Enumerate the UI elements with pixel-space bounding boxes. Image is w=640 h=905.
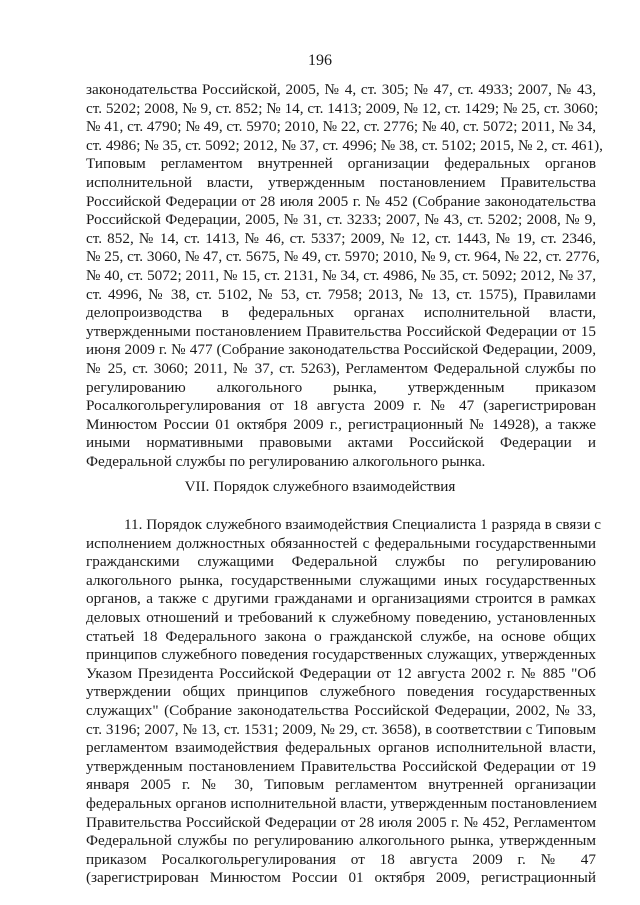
text-line: № 41, ст. 4790; № 49, ст. 5970; 2010, № 22, ст. 2776; № 40, ст. 5072; 2011, № 34, (86, 118, 596, 136)
text-line: служащих" (Собрание законодательства Российской Федерации, 2002, № 33, (86, 701, 596, 719)
text-line: статьей 18 Федерального закона о гражданской службе, на основе общих (86, 627, 596, 645)
text-line: деловых отношений и требований к служебному поведению, установленных (86, 608, 596, 626)
text-line: Федеральной службы по регулированию алкогольного рынка. (86, 452, 486, 470)
text-line: ст. 4996, № 38, ст. 5102, № 53, ст. 7958; 2013, № 13, ст. 1575), Правилами (86, 285, 596, 303)
text-line: ст. 852, № 14, ст. 1413, № 46, ст. 5337; 2009, № 12, ст. 1443, № 19, ст. 2346, (86, 229, 596, 247)
text-line: органов, а также с другими гражданами и организациями строится в рамках (86, 590, 596, 608)
text-line: Минюстом России 01 октября 2009 г., регистрационный № 14928), а также (86, 415, 596, 433)
text-line: иными нормативными правовыми актами Российской Федерации и (86, 434, 596, 452)
text-line: приказом Росалкогольрегулирования от 18 августа 2009 г. № 47 (86, 850, 596, 868)
paragraph-11 (86, 516, 601, 888)
page-number: 196 (308, 52, 332, 69)
text-line: утвержденными постановлением Правительства Российской Федерации от 15 (86, 322, 596, 340)
paragraph-continuation (86, 81, 603, 471)
text-line: федеральных органов исполнительной власти, утвержденным постановлением (86, 794, 598, 812)
text-line: (зарегистрирован Минюстом России 01 октября 2009, регистрационный (86, 869, 596, 887)
text-line: исполнением должностных обязанностей с федеральными государственными (86, 534, 596, 552)
text-line: Росалкогольрегулирования от 18 августа 2009 г. № 47 (зарегистрирован (86, 397, 596, 415)
text-line: Указом Президента Российской Федерации от 12 августа 2002 г. № 885 "Об (86, 664, 596, 682)
text-line: № 40, ст. 5072; 2011, № 15, ст. 2131, № 34, ст. 4986, № 35, ст. 5092; 2012, № 37, (86, 266, 596, 284)
text-line: регламентом взаимодействия федеральных органов исполнительной власти, (86, 739, 596, 757)
text-line: ст. 3196; 2007, № 13, ст. 1531; 2009, № 29, ст. 3658), в соответствии с Типовым (86, 720, 596, 738)
text-line: ст. 4986; № 35, ст. 5092; 2012, № 37, ст. 4996; № 38, ст. 5102; 2015, № 2, ст. 461), (86, 136, 603, 154)
text-line: регулированию алкогольного рынка, утвержденным приказом (86, 378, 596, 396)
text-line: алкогольного рынка, государственными служащими иных государственных (86, 571, 596, 589)
text-line: законодательства Российской, 2005, № 4, ст. 305; № 47, ст. 4933; 2007, № 43, (86, 81, 596, 98)
text-line: принципов служебного поведения государственных служащих, утвержденных (86, 646, 596, 664)
text-line: Федеральной службы по регулированию алкогольного рынка, утвержденным (86, 832, 596, 850)
text-line: ст. 5202; 2008, № 9, ст. 852; № 14, ст. 1413; 2009, № 12, ст. 1429; № 25, ст. 3060; (86, 99, 599, 117)
text-line: Российской Федерации от 28 июля 2005 г. № 452 (Собрание законодательства (86, 192, 596, 210)
text-line: № 25, ст. 3060, № 47, ст. 5675, № 49, ст. 5970; 2010, № 9, ст. 964, № 22, ст. 2776, (86, 248, 600, 266)
text-line: исполнительной власти, утвержденным постановлением Правительства (86, 173, 596, 191)
text-line: № 25, ст. 3060; 2011, № 37, ст. 5263), Регламентом Федеральной службы по (86, 359, 596, 377)
text-line: утвержденным постановлением Правительства Российской Федерации от 19 (86, 757, 596, 775)
text-line: января 2005 г. № 30, Типовым регламентом внутренней организации (86, 776, 596, 794)
text-line: июня 2009 г. № 477 (Собрание законодательства Российской Федерации, 2009, (86, 341, 596, 359)
text-line: 11. Порядок служебного взаимодействия Специалиста 1 разряда в связи с (124, 516, 601, 533)
section-heading: VII. Порядок служебного взаимодействия (184, 478, 456, 495)
text-line: Правительства Российской Федерации от 28 июля 2005 г. № 452, Регламентом (86, 813, 596, 831)
text-line: утверждении общих принципов служебного поведения государственных (86, 683, 596, 701)
text-line: Российской Федерации, 2005, № 31, ст. 3233; 2007, № 43, ст. 5202; 2008, № 9, (86, 211, 596, 229)
text-line: гражданскими служащими Федеральной службы по регулированию (86, 553, 596, 571)
text-line: делопроизводства в федеральных органах исполнительной власти, (86, 304, 596, 322)
text-line: Типовым регламентом внутренней организации федеральных органов (86, 155, 596, 173)
